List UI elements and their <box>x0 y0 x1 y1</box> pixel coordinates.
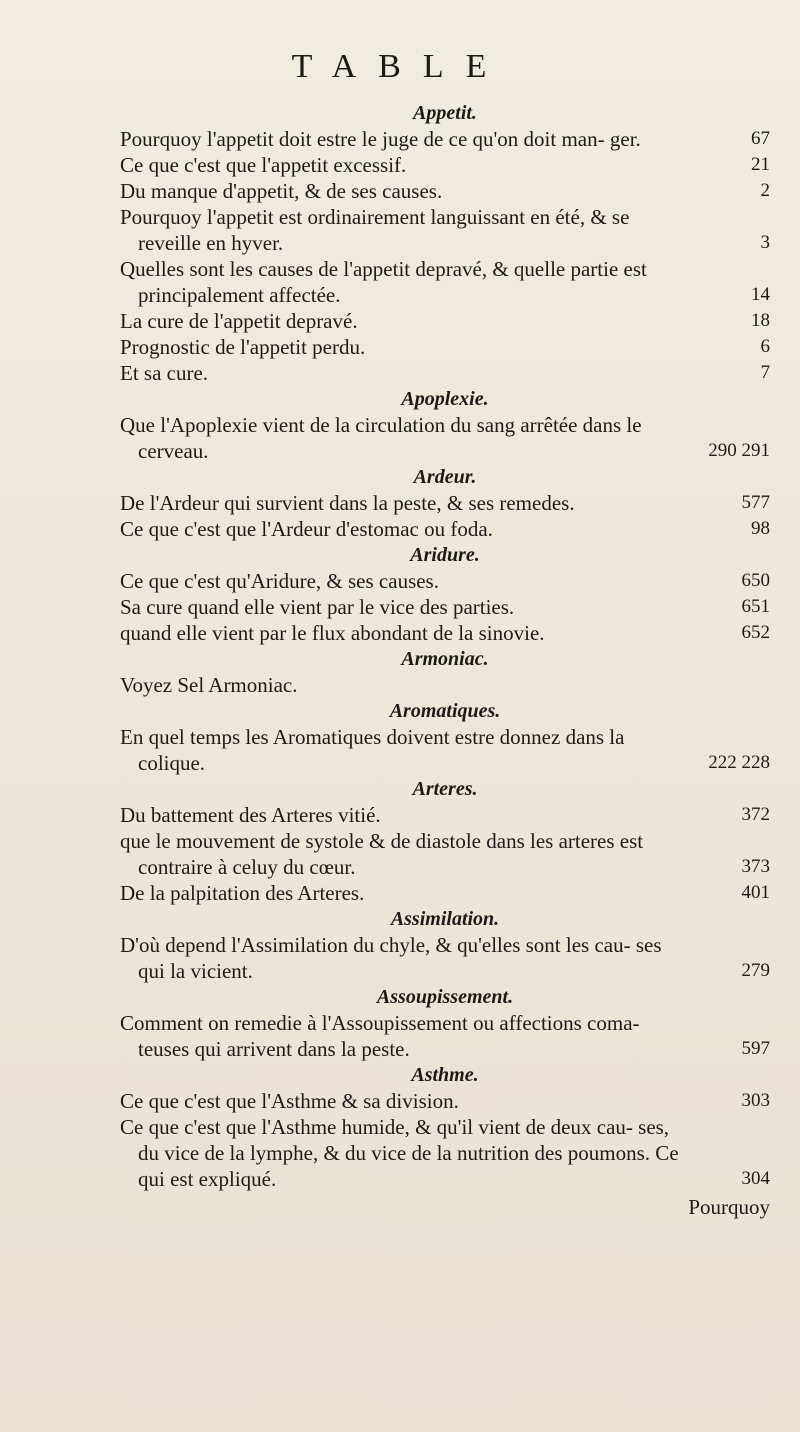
page-number: 373 <box>741 856 770 877</box>
entry-text: Voyez Sel Armoniac. <box>120 673 298 697</box>
index-entry <box>120 880 770 906</box>
page-number: 650 <box>741 570 770 591</box>
section-title: Armoniac. <box>401 648 489 670</box>
section-title: Apoplexie. <box>401 388 489 410</box>
section-title: Asthme. <box>411 1064 479 1086</box>
page-header: TABLE <box>291 48 509 85</box>
entry-text: En quel temps les Aromatiques doivent estre donnez dans la colique. <box>120 725 625 775</box>
entry-text: Du manque d'appetit, & de ses causes. <box>120 179 443 203</box>
entry-text: Et sa cure. <box>120 361 209 385</box>
page-number: 6 <box>760 336 770 357</box>
page-number: 3 <box>760 232 770 253</box>
page-number: 401 <box>741 882 770 903</box>
entry-text: Du battement des Arteres vitié. <box>120 803 381 827</box>
index-entry <box>120 308 770 334</box>
page-number: 652 <box>741 622 770 643</box>
entry-text: Quelles sont les causes de l'appetit depravé, & quelle partie est principalement affectée. <box>120 257 647 307</box>
page-number: 651 <box>741 596 770 617</box>
index-entry <box>120 802 770 828</box>
index-entry <box>120 334 770 360</box>
section-title: Ardeur. <box>413 466 477 488</box>
page-number: 67 <box>751 128 770 149</box>
page-number: 279 <box>741 960 770 981</box>
index-entry <box>120 360 770 386</box>
index-entry <box>120 568 770 594</box>
page-number: 7 <box>760 362 770 383</box>
entry-text: Ce que c'est que l'Asthme humide, & qu'il vient de deux cau- ses, du vice de la lymphe, & du vice de la nutrition des poumons. Ce qui est expliqué. <box>120 1115 679 1191</box>
entry-text: Ce que c'est que l'Ardeur d'estomac ou foda. <box>120 517 493 541</box>
index-entry <box>120 594 770 620</box>
index-entry <box>120 516 770 542</box>
section-title: Aromatiques. <box>389 700 501 722</box>
index-entry <box>120 152 770 178</box>
page-number: 14 <box>751 284 770 305</box>
entry-text: La cure de l'appetit depravé. <box>120 309 358 333</box>
index-content <box>120 100 770 1220</box>
page-number: 21 <box>751 154 770 175</box>
section-title: Appetit. <box>413 102 477 124</box>
page-number: 304 <box>741 1168 770 1189</box>
entry-text: De l'Ardeur qui survient dans la peste, & ses remedes. <box>120 491 575 515</box>
index-entry <box>120 204 770 256</box>
entry-text: Ce que c'est que l'appetit excessif. <box>120 153 407 177</box>
page-number: 18 <box>751 310 770 331</box>
page-number: 303 <box>741 1090 770 1111</box>
index-entry <box>120 178 770 204</box>
entry-text: Ce que c'est qu'Aridure, & ses causes. <box>120 569 439 593</box>
page-number: 597 <box>741 1038 770 1059</box>
page-number: 372 <box>741 804 770 825</box>
entry-text: Comment on remedie à l'Assoupissement ou affections coma- teuses qui arrivent dans la peste. <box>120 1011 640 1061</box>
page-number: 577 <box>741 492 770 513</box>
entry-text: quand elle vient par le flux abondant de la sinovie. <box>120 621 545 645</box>
section-title: Assoupissement. <box>376 986 514 1008</box>
entry-text: que le mouvement de systole & de diastole dans les arteres est contraire à celuy du cœur. <box>120 829 644 879</box>
section-title: Aridure. <box>410 544 480 566</box>
index-entry <box>120 412 770 464</box>
entry-text: Pourquoy l'appetit est ordinairement languissant en été, & se reveille en hyver. <box>120 205 630 255</box>
entry-text: D'où depend l'Assimilation du chyle, & qu'elles sont les cau- ses qui la vicient. <box>120 933 662 983</box>
index-entry <box>120 724 770 776</box>
index-entry <box>120 620 770 646</box>
index-entry <box>120 1114 770 1192</box>
entry-text: De la palpitation des Arteres. <box>120 881 365 905</box>
entry-text: Pourquoy l'appetit doit estre le juge de ce qu'on doit man- ger. <box>120 127 641 151</box>
page-number: 2 <box>760 180 770 201</box>
index-entry <box>120 256 770 308</box>
index-entry <box>120 1010 770 1062</box>
catchword: Pourquoy <box>688 1195 770 1219</box>
page-number: 98 <box>751 518 770 539</box>
index-entry <box>120 828 770 880</box>
index-entry <box>120 1088 770 1114</box>
page-number: 222 228 <box>708 752 770 773</box>
entry-text: Ce que c'est que l'Asthme & sa division. <box>120 1089 459 1113</box>
section-title: Assimilation. <box>390 908 500 930</box>
index-entry <box>120 672 770 698</box>
index-entry <box>120 932 770 984</box>
entry-text: Que l'Apoplexie vient de la circulation du sang arrêtée dans le cerveau. <box>120 413 642 463</box>
entry-text: Prognostic de l'appetit perdu. <box>120 335 366 359</box>
page-number: 290 291 <box>708 440 770 461</box>
entry-text: Sa cure quand elle vient par le vice des parties. <box>120 595 515 619</box>
index-entry <box>120 126 770 152</box>
index-entry <box>120 490 770 516</box>
section-title: Arteres. <box>412 778 478 800</box>
